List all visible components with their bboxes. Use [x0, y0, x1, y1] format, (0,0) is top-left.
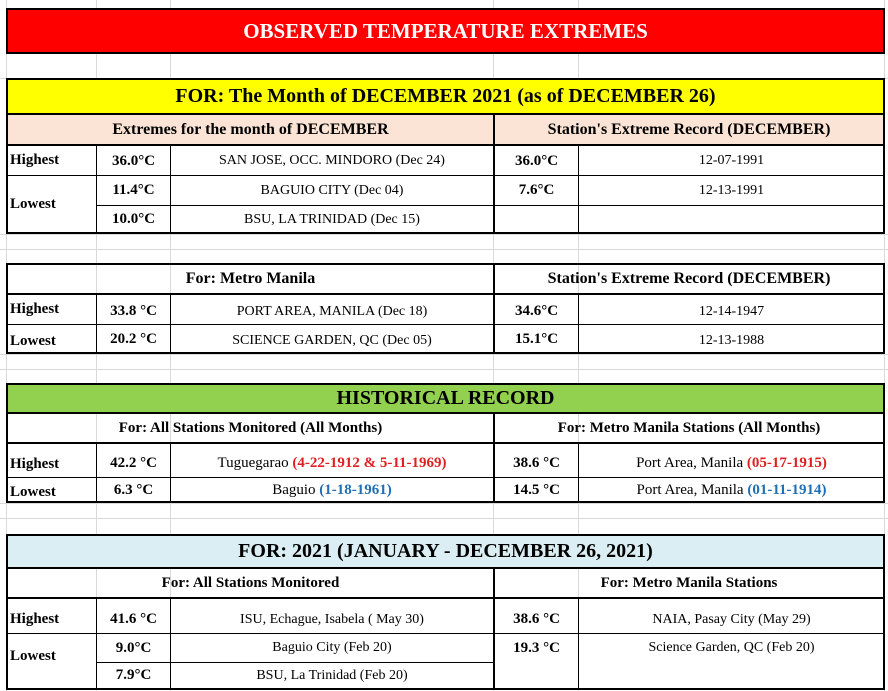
station-name: Baguio City (Feb 20): [272, 640, 392, 655]
mm-station-date: (05-17-1915): [746, 455, 827, 471]
mm-station-name: Port Area, Manila: [636, 455, 744, 471]
station-date: (1-18-1961): [319, 481, 392, 498]
record-temp: 34.6°C: [514, 303, 559, 319]
year-title: FOR: 2021 (JANUARY - DECEMBER 26, 2021): [8, 536, 883, 567]
station-name: BSU, LA TRINIDAD (Dec 15): [244, 211, 420, 227]
record-temp: 7.6°C: [518, 182, 555, 198]
station-cell: [171, 450, 493, 477]
mm-station-cell: [579, 478, 884, 502]
temp-value: 33.8 °C: [110, 303, 157, 319]
temp-value: 6.3 °C: [113, 481, 154, 498]
record-date: 12-13-1991: [698, 182, 765, 198]
record-date: 12-13-1988: [698, 332, 765, 348]
record-temp: 15.1°C: [514, 331, 559, 347]
section1-right-header: Station's Extreme Record (DECEMBER): [495, 115, 883, 144]
station-name: Tuguegarao: [217, 455, 289, 471]
station-name: SCIENCE GARDEN, QC (Dec 05): [232, 332, 432, 348]
station-name: SAN JOSE, OCC. MINDORO (Dec 24): [219, 153, 445, 168]
section2-left-header: For: Metro Manila: [185, 270, 316, 287]
historical-title: HISTORICAL RECORD: [8, 385, 883, 412]
temp-value: 41.6 °C: [110, 611, 157, 627]
section1-left-header: Extremes for the month of DECEMBER: [8, 115, 493, 144]
station-date: (4-22-1912 & 5-11-1969): [292, 455, 447, 471]
year-highest-label: Highest: [10, 611, 60, 627]
section1-lowest-label: Lowest: [10, 195, 56, 212]
year-left-header: For: All Stations Monitored: [161, 574, 340, 591]
section2-right-header: Station's Extreme Record (DECEMBER): [547, 270, 831, 287]
historical-right-header: For: Metro Manila Stations (All Months): [557, 419, 821, 436]
section1-highest-label: Highest: [10, 151, 60, 168]
mm-temp-value: 19.3 °C: [513, 639, 560, 656]
month-header: FOR: The Month of DECEMBER 2021 (as of DECEMBER 26): [8, 80, 883, 113]
year-right-header: For: Metro Manila Stations: [600, 574, 778, 591]
record-date: 12-14-1947: [698, 303, 765, 319]
row-label: Highest: [10, 301, 60, 317]
temp-value: 10.0°C: [111, 211, 156, 227]
station-name: BAGUIO CITY (Dec 04): [260, 182, 404, 198]
year-lowest-label: Lowest: [10, 647, 56, 664]
mm-station-name: Science Garden, QC (Feb 20): [648, 640, 815, 655]
historical-left-header: For: All Stations Monitored (All Months): [118, 419, 383, 436]
temp-value: 20.2 °C: [110, 331, 157, 347]
station-name: BSU, La Trinidad (Feb 20): [256, 667, 408, 683]
temp-value: 42.2 °C: [110, 455, 157, 471]
temp-value: 11.4°C: [112, 182, 155, 198]
temp-value: 9.0°C: [115, 639, 152, 656]
record-temp: 36.0°C: [514, 152, 559, 169]
temp-value: 36.0°C: [111, 152, 156, 169]
page-title: OBSERVED TEMPERATURE EXTREMES: [243, 18, 648, 43]
mm-temp-value: 38.6 °C: [513, 611, 560, 627]
temp-value: 7.9°C: [115, 667, 152, 683]
row-label: Highest: [10, 455, 60, 472]
mm-temp-value: 14.5 °C: [513, 481, 560, 498]
station-name: ISU, Echague, Isabela ( May 30): [240, 611, 424, 627]
station-cell: [171, 478, 493, 502]
mm-station-name: NAIA, Pasay City (May 29): [652, 611, 811, 627]
station-name: Baguio: [272, 481, 316, 498]
record-date: 12-07-1991: [698, 153, 765, 168]
mm-station-cell: [579, 450, 884, 477]
row-label: Lowest: [10, 332, 56, 349]
row-label: Lowest: [10, 483, 56, 500]
station-name: PORT AREA, MANILA (Dec 18): [236, 303, 428, 319]
mm-station-date: (01-11-1914): [747, 481, 827, 498]
mm-station-name: Port Area, Manila: [636, 481, 744, 498]
mm-temp-value: 38.6 °C: [513, 455, 560, 471]
